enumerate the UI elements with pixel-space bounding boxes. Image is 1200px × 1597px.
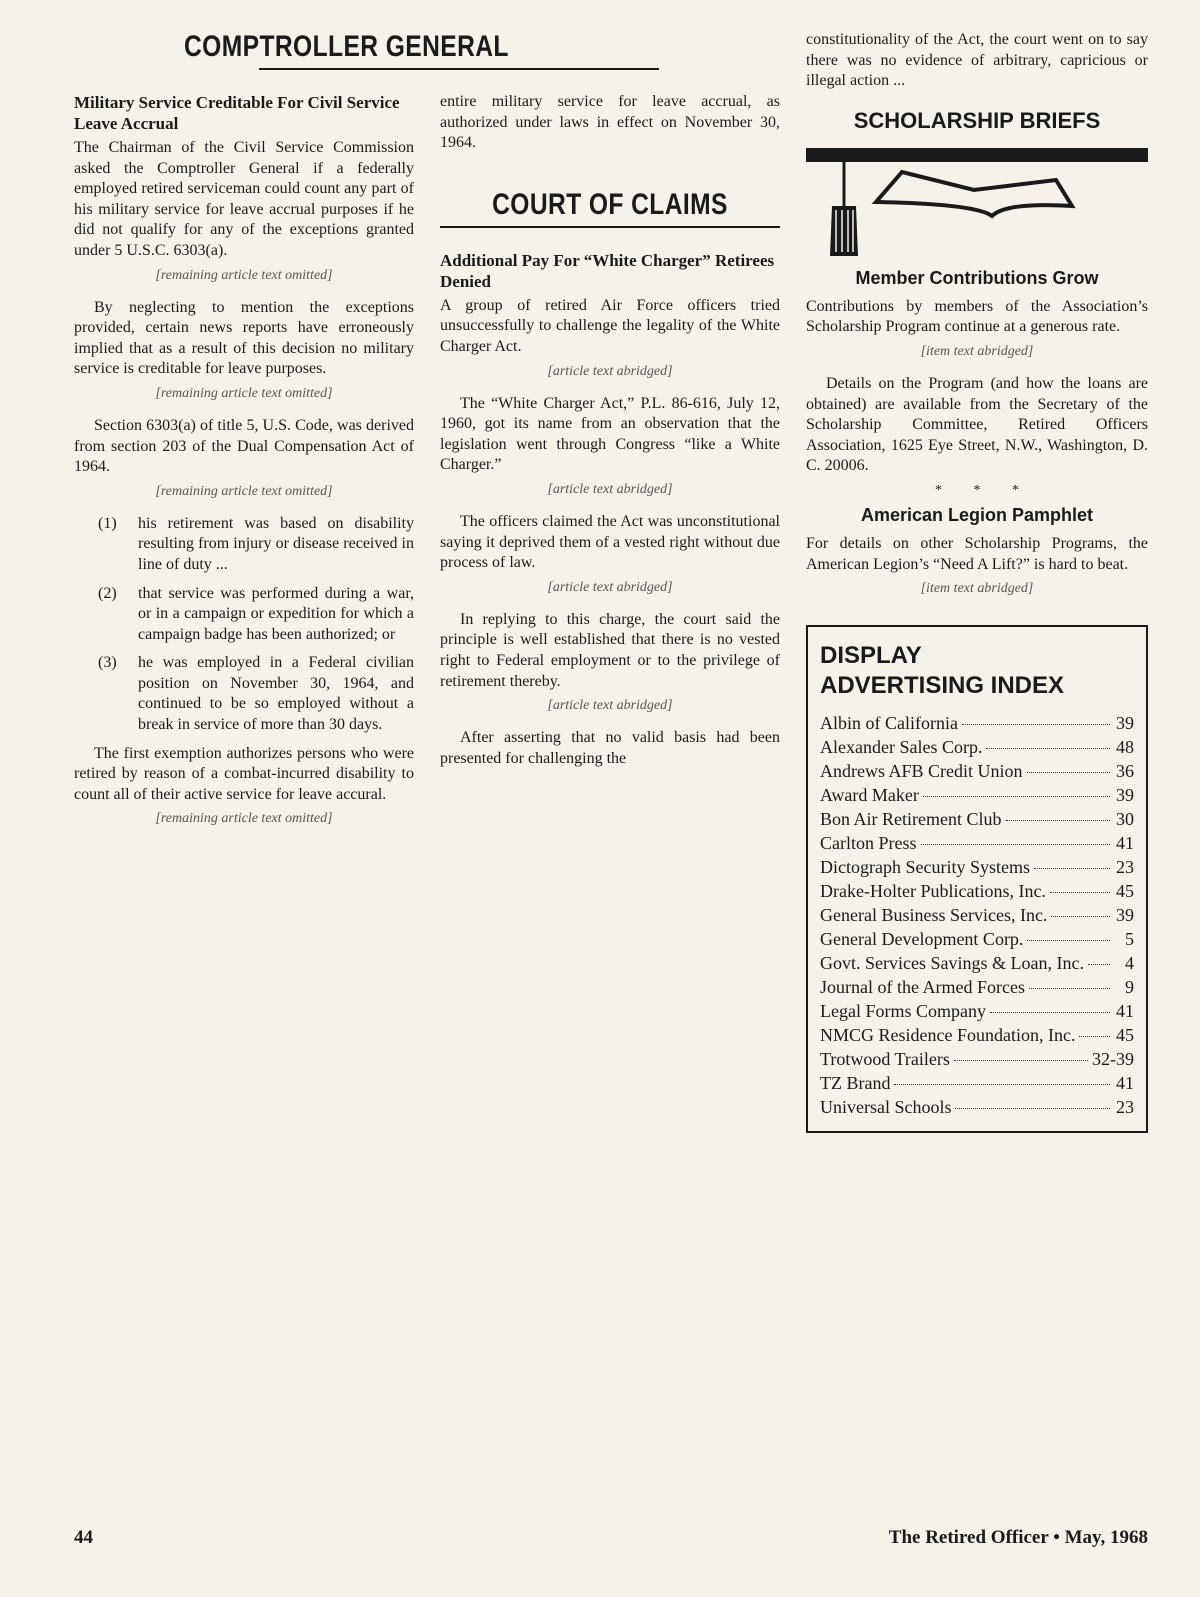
advertising-index-title-line2: ADVERTISING INDEX xyxy=(820,672,1065,700)
ad-index-row xyxy=(820,903,1134,927)
leader-dots xyxy=(955,1108,1110,1109)
clause-number: (1) xyxy=(98,514,117,532)
ad-index-row xyxy=(820,711,1134,735)
advertiser-name: Universal Schools xyxy=(820,1097,952,1118)
continued-paragraph: constitutionality of the Act, the court went on to say there was no evidence of arbitrary, capricious or illegal action ... xyxy=(806,31,1148,90)
leader-dots xyxy=(962,724,1110,725)
leader-dots xyxy=(894,1084,1110,1085)
section-heading-court-of-claims: COURT OF CLAIMS xyxy=(492,187,728,221)
section-rule xyxy=(440,226,780,228)
advertiser-name: Dictograph Security Systems xyxy=(820,857,1030,878)
ad-index-row xyxy=(820,783,1134,807)
leader-dots xyxy=(986,748,1110,749)
ad-index-row xyxy=(820,1095,1134,1119)
advertiser-name: TZ Brand xyxy=(820,1073,891,1094)
leader-dots xyxy=(1027,772,1111,773)
mortarboard-cap-graphic xyxy=(806,144,1148,262)
advertiser-name: Trotwood Trailers xyxy=(820,1049,950,1070)
advertising-index-title-line1: DISPLAY xyxy=(820,642,922,670)
ad-page-number: 41 xyxy=(1116,833,1134,854)
clause-item xyxy=(98,584,414,646)
leader-dots xyxy=(1051,916,1110,917)
article-title-leave-accrual: Military Service Creditable For Civil Service Leave Accrual xyxy=(74,93,400,133)
ad-index-row xyxy=(820,951,1134,975)
omitted-text-marker: [article text abridged] xyxy=(547,481,673,497)
continued-paragraph: entire military service for leave accrual, as authorized under laws in effect on November 30, 1964. xyxy=(440,93,780,152)
ad-page-number: 48 xyxy=(1116,737,1134,758)
ad-page-number: 5 xyxy=(1125,929,1134,950)
clause-text: his retirement was based on disability resulting from injury or disease received in line of duty ... xyxy=(138,514,414,573)
leader-dots xyxy=(1027,940,1110,941)
advertiser-name: Govt. Services Savings & Loan, Inc. xyxy=(820,953,1084,974)
advertiser-name: NMCG Residence Foundation, Inc. xyxy=(820,1025,1076,1046)
ad-page-number: 23 xyxy=(1116,1097,1134,1118)
leader-dots xyxy=(923,796,1110,797)
advertiser-name: Drake-Holter Publications, Inc. xyxy=(820,881,1046,902)
omitted-text-marker: [article text abridged] xyxy=(547,363,673,379)
clause-text: he was employed in a Federal civilian position on November 30, 1964, and continued to be so employed without a break in service of more than 30 days. xyxy=(138,654,414,734)
article-paragraph: By neglecting to mention the exceptions provided, certain news reports have erroneously implied that as a result of this decision no military service is creditable for leave purposes. xyxy=(74,298,414,378)
ad-index-row xyxy=(820,831,1134,855)
omitted-text-marker: [remaining article text omitted] xyxy=(155,385,333,401)
omitted-text-marker: [item text abridged] xyxy=(920,581,1034,597)
article-paragraph: Details on the Program (and how the loans are obtained) are available from the Secretary of the Scholarship Committee, Retired Officers Association, 1625 Eye Street, N.W., Washington, D. C. 20006. xyxy=(806,374,1148,475)
ad-index-row xyxy=(820,1071,1134,1095)
clause-number: (3) xyxy=(98,654,117,672)
article-title-white-charger: Additional Pay For “White Charger” Retirees Denied xyxy=(440,250,775,291)
tassel xyxy=(830,206,858,256)
leader-dots xyxy=(990,1012,1110,1013)
item-title-member-contributions: Member Contributions Grow xyxy=(855,267,1099,288)
advertiser-name: Award Maker xyxy=(820,785,919,806)
column-right xyxy=(806,30,1148,1133)
advertiser-name: General Development Corp. xyxy=(820,929,1024,950)
ad-index-row xyxy=(820,807,1134,831)
omitted-text-marker: [remaining article text omitted] xyxy=(155,267,333,283)
advertiser-name: General Business Services, Inc. xyxy=(820,905,1048,926)
column-middle xyxy=(440,30,780,775)
ad-page-number: 32-39 xyxy=(1092,1049,1134,1070)
clause-text: that service was performed during a war, or in a campaign or expedition for which a campaign badge has been authorized; or xyxy=(138,584,414,643)
article-paragraph: The officers claimed the Act was unconstitutional saying it deprived them of a vested right without due process of law. xyxy=(440,512,780,572)
ad-page-number: 41 xyxy=(1116,1001,1134,1022)
article-paragraph: The “White Charger Act,” P.L. 86-616, July 12, 1960, got its name from an observation that the legislation went through Congress “like a White Charger.” xyxy=(440,394,780,474)
ad-page-number: 4 xyxy=(1125,953,1134,974)
section-heading-comptroller-general: COMPTROLLER GENERAL xyxy=(184,30,509,63)
ad-page-number: 36 xyxy=(1116,761,1134,782)
article-paragraph: The Chairman of the Civil Service Commission asked the Comptroller General if a federally employed retired serviceman could count any part of his military service for leave accrual purposes if he did not qualify for any of the exceptions granted under 5 U.S.C. 6303(a). xyxy=(74,139,414,259)
leader-dots xyxy=(1088,964,1110,965)
article-paragraph: After asserting that no valid basis had been presented for challenging the xyxy=(440,729,780,767)
leader-dots xyxy=(1050,892,1110,893)
leader-dots xyxy=(1034,868,1110,869)
item-title-american-legion: American Legion Pamphlet xyxy=(860,504,1094,525)
article-paragraph: For details on other Scholarship Programs, the American Legion’s “Need A Lift?” is hard to beat. xyxy=(806,534,1148,573)
advertising-index-title xyxy=(820,641,1134,701)
clause-number: (2) xyxy=(98,584,117,602)
ad-page-number: 39 xyxy=(1116,713,1134,734)
advertiser-name: Alexander Sales Corp. xyxy=(820,737,983,758)
article-paragraph: Contributions by members of the Association’s Scholarship Program continue at a generous rate. xyxy=(806,297,1148,336)
advertising-index-box xyxy=(806,625,1148,1133)
clause-item xyxy=(98,653,414,735)
ad-page-number: 23 xyxy=(1116,857,1134,878)
page-footer xyxy=(74,1527,1148,1549)
column-left xyxy=(74,30,509,841)
article-paragraph: Section 6303(a) of title 5, U.S. Code, was derived from section 203 of the Dual Compensation Act of 1964. xyxy=(74,416,414,476)
section-separator-stars: * * * xyxy=(935,482,1033,498)
leader-dots xyxy=(921,844,1111,845)
advertiser-name: Legal Forms Company xyxy=(820,1001,986,1022)
advertiser-name: Albin of California xyxy=(820,713,958,734)
advertiser-name: Carlton Press xyxy=(820,833,917,854)
ad-page-number: 39 xyxy=(1116,905,1134,926)
cap-crown xyxy=(876,172,1072,216)
publication-line: The Retired Officer • May, 1968 xyxy=(888,1527,1148,1548)
omitted-text-marker: [item text abridged] xyxy=(920,343,1034,359)
ad-index-row xyxy=(820,927,1134,951)
ad-page-number: 41 xyxy=(1116,1073,1134,1094)
ad-page-number: 45 xyxy=(1116,881,1134,902)
leader-dots xyxy=(954,1060,1088,1061)
ad-index-row xyxy=(820,879,1134,903)
ad-index-row xyxy=(820,1047,1134,1071)
ad-page-number: 9 xyxy=(1125,977,1134,998)
clause-item xyxy=(98,514,414,576)
section-heading-scholarship-briefs: SCHOLARSHIP BRIEFS xyxy=(853,107,1101,133)
ad-index-row xyxy=(820,759,1134,783)
leader-dots xyxy=(1029,988,1110,989)
leader-dots xyxy=(1006,820,1111,821)
ad-index-row xyxy=(820,975,1134,999)
ad-page-number: 39 xyxy=(1116,785,1134,806)
cap-board xyxy=(806,148,1148,162)
article-paragraph: A group of retired Air Force officers tried unsuccessfully to challenge the legality of the White Charger Act. xyxy=(440,296,780,355)
ad-index-row xyxy=(820,735,1134,759)
omitted-text-marker: [remaining article text omitted] xyxy=(155,811,333,827)
omitted-text-marker: [article text abridged] xyxy=(547,698,673,714)
advertiser-name: Journal of the Armed Forces xyxy=(820,977,1025,998)
advertising-index-list xyxy=(820,711,1134,1119)
page-number: 44 xyxy=(74,1527,93,1548)
advertiser-name: Andrews AFB Credit Union xyxy=(820,761,1023,782)
article-paragraph: The first exemption authorizes persons who were retired by reason of a combat-incurred disability to count all of their active service for leave accural. xyxy=(74,744,414,803)
omitted-text-marker: [remaining article text omitted] xyxy=(155,483,333,499)
ad-index-row xyxy=(820,855,1134,879)
article-paragraph: In replying to this charge, the court said the principle is well established that there is no vested right to Federal employment or to the privilege of retirement thereby. xyxy=(440,610,780,690)
advertiser-name: Bon Air Retirement Club xyxy=(820,809,1002,830)
omitted-text-marker: [article text abridged] xyxy=(547,579,673,595)
leader-dots xyxy=(1079,1036,1110,1037)
ad-page-number: 30 xyxy=(1116,809,1134,830)
ad-index-row xyxy=(820,999,1134,1023)
ad-page-number: 45 xyxy=(1116,1025,1134,1046)
ad-index-row xyxy=(820,1023,1134,1047)
